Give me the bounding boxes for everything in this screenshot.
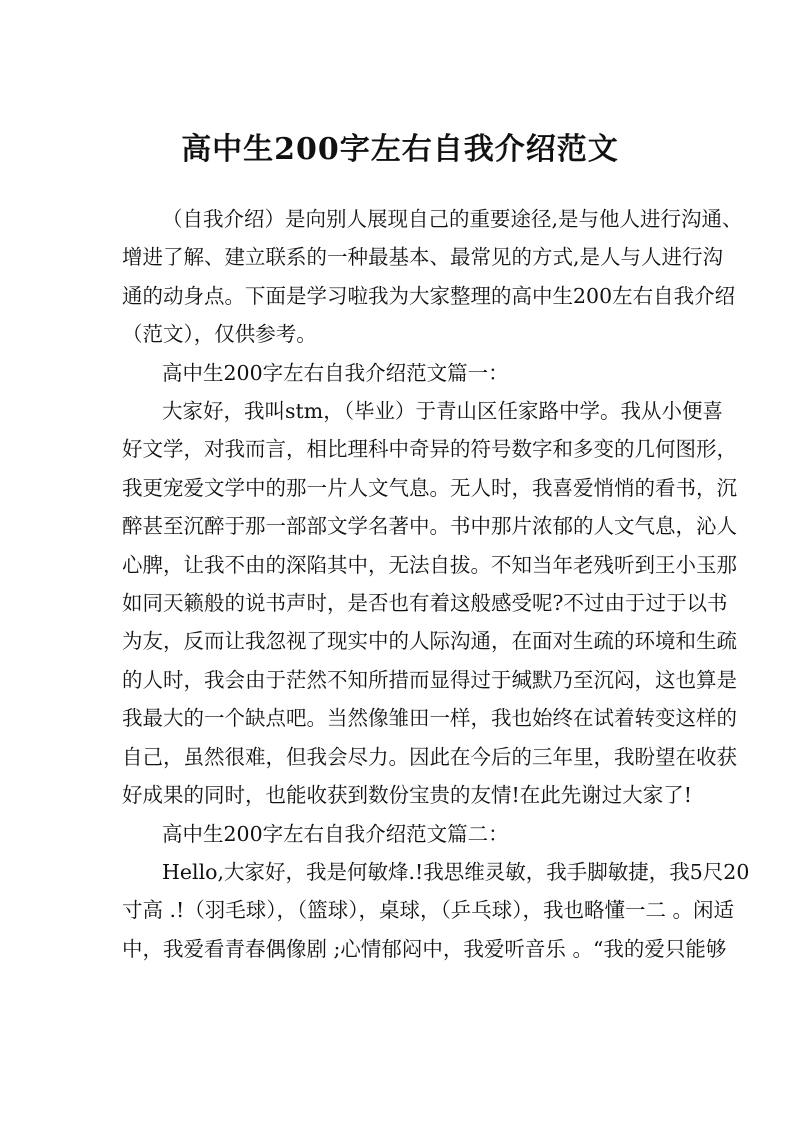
text-line: 我更宠爱文学中的那一片人文气息。无人时，我喜爱悄悄的看书，沉 xyxy=(122,475,737,500)
text-line: 心脾，让我不由的深陷其中，无法自拔。不知当年老残听到王小玉那 xyxy=(122,552,737,577)
text-line: 如同天籁般的说书声时，是否也有着这般感受呢?不过由于过于以书 xyxy=(122,591,728,616)
text-line: 通的动身点。下面是学习啦我为大家整理的高中生200左右自我介绍 xyxy=(122,283,736,308)
section-heading: 高中生200字左右自我介绍范文篇二： xyxy=(162,821,509,846)
text-line: 增进了解、建立联系的一种最基本、最常见的方式,是人与人进行沟 xyxy=(122,245,724,270)
text-line: 大家好，我叫stm，（毕业）于青山区任家路中学。我从小便喜 xyxy=(162,399,723,424)
text-line: （范文），仅供参考。 xyxy=(122,322,317,347)
text-line: 自己，虽然很难，但我会尽力。因此在今后的三年里，我盼望在收获 xyxy=(122,744,737,769)
section-heading: 高中生200字左右自我介绍范文篇一： xyxy=(162,360,509,385)
text-line: 的人时，我会由于茫然不知所措而显得过于缄默乃至沉闷，这也算是 xyxy=(122,667,737,692)
text-line: Hello,大家好，我是何敏烽.!我思维灵敏，我手脚敏捷，我5尺20 xyxy=(162,859,750,884)
text-line: 好成果的同时，也能收获到数份宝贵的友情!在此先谢过大家了! xyxy=(122,783,692,808)
text-line: （自我介绍）是向别人展现自己的重要途径,是与他人进行沟通、 xyxy=(162,207,743,231)
text-line: 好文学，对我而言，相比理科中奇异的符号数字和多变的几何图形， xyxy=(122,437,737,462)
document-body xyxy=(122,200,750,968)
text-line: 为友，反而让我忽视了现实中的人际沟通，在面对生疏的环境和生疏 xyxy=(122,629,737,654)
text-line: 中，我爱看青春偶像剧 ;心情郁闷中，我爱听音乐 。“我的爱只能够 xyxy=(122,936,727,961)
document-title: 高中生200字左右自我介绍范文 xyxy=(181,132,619,167)
text-line: 醉甚至沉醉于那一部部文学名著中。书中那片浓郁的人文气息，沁人 xyxy=(122,514,737,539)
text-line: 我最大的一个缺点吧。当然像雏田一样，我也始终在试着转变这样的 xyxy=(122,706,737,731)
text-line: 寸高 .!（羽毛球），（篮球），桌球，（乒乓球），我也略懂一二 。闲适 xyxy=(122,898,735,923)
